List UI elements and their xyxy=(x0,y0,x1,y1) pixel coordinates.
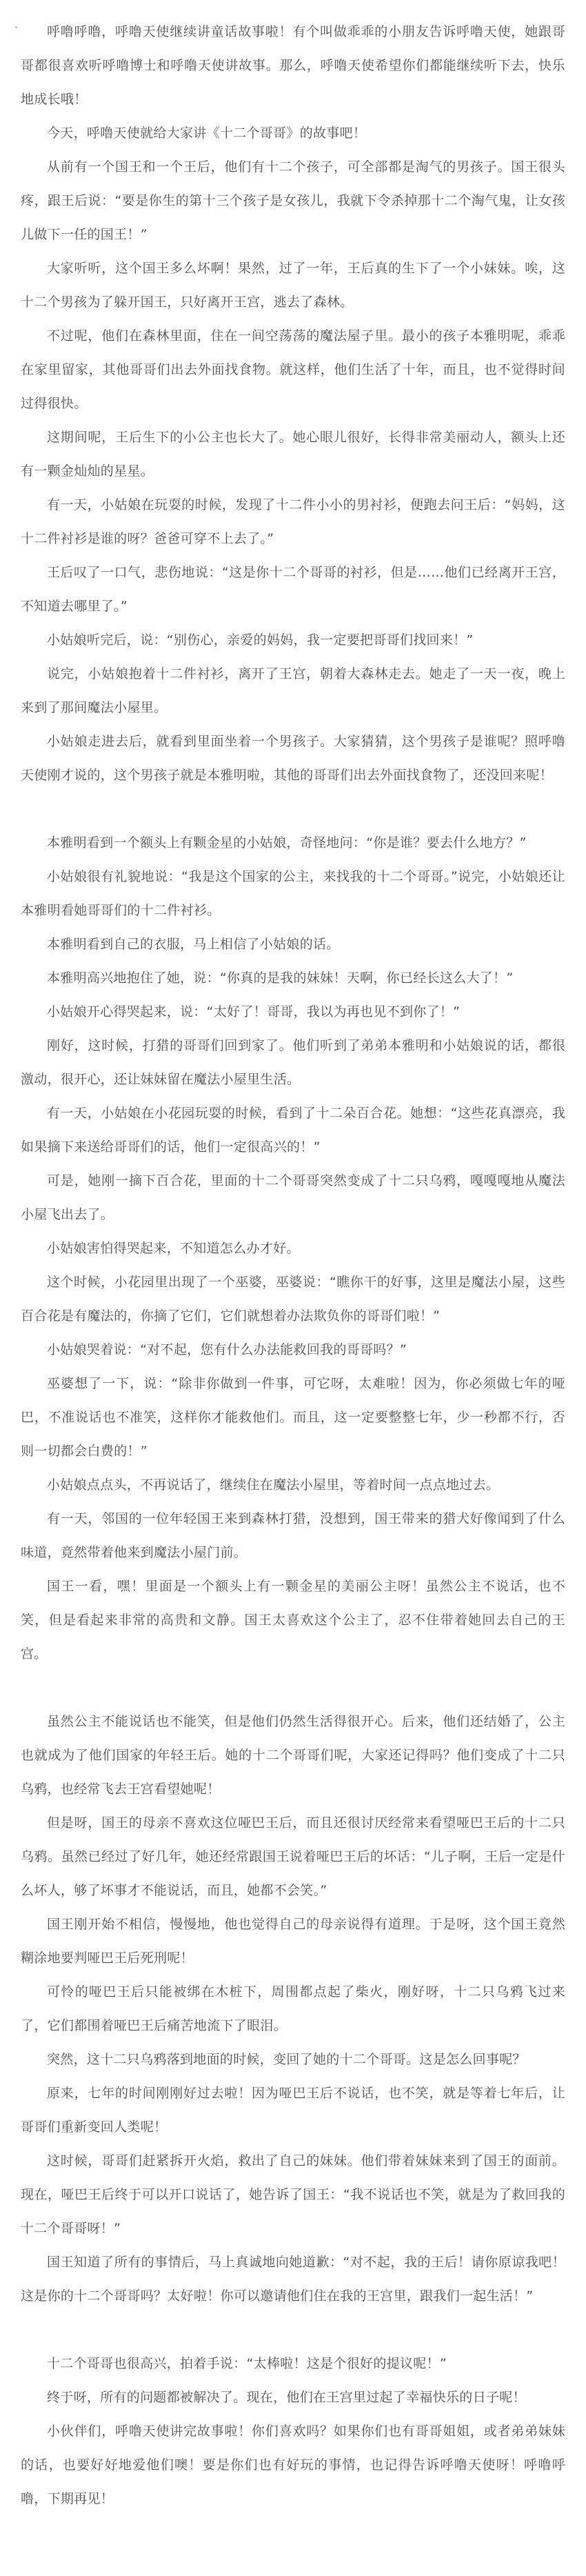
story-paragraph: 刚好，这时候，打猎的哥哥们回到家了。他们听到了弟弟本雅明和小姑娘说的话，都很激动，很开心，还让妹妹留在魔法小屋里生活。 xyxy=(21,1038,565,1087)
story-paragraph: 小姑娘开心得哭起来，说：“太好了！哥哥，我以为再也见不到你了！” xyxy=(47,1004,461,1019)
story-paragraph: 但是呀，国王的母亲不喜欢这位哑巴王后，而且还很讨厌经常来看望哑巴王后的十二只乌鸦。虽然已经过了好几年，她还经常跟国王说着哑巴王后的坏话：“儿子啊，王后一定是什么坏人，够了坏事才不能说话，而且，她都不会笑。” xyxy=(21,1815,565,1898)
story-paragraph: 不过呢，他们在森林里面，住在一间空荡荡的魔法屋子里。最小的孩子本雅明呢，乖乖在家里留家，其他哥哥们出去外面找食物。就这样，他们生活了十年，而且，也不觉得时间过得很快。 xyxy=(21,328,565,411)
story-paragraph: 国王一看，嘿！里面是一个额头上有一颗金星的美丽公主呀！虽然公主不说话，也不笑，但是看起来非常的高贵和文静。国王太喜欢这个公主了，忍不住带着她回去自己的王宫。 xyxy=(21,1579,565,1661)
story-paragraph: 从前有一个国王和一个王后，他们有十二个孩子，可全部都是淘气的男孩子。国王很头疼，跟王后说：“要是你生的第十三个孩子是女孩儿，我就下令杀掉那十二个淘气鬼，让女孩儿做下一任的国王！” xyxy=(21,159,565,242)
story-paragraph: 有一天，邻国的一位年轻国王来到森林打猎，没想到，国王带来的猎犬好像闻到了什么味道，竟然带着他来到魔法小屋门前。 xyxy=(21,1511,565,1560)
story-body xyxy=(21,15,565,2516)
section-gap xyxy=(21,2313,565,2347)
story-paragraph: 有一天，小姑娘在玩耍的时候，发现了十二件小小的男衬衫，便跑去问王后：“妈妈，这十二件衬衫是谁的呀？爸爸可穿不上去了。” xyxy=(21,497,565,546)
story-paragraph: 有一天，小姑娘在小花园玩耍的时候，看到了十二朵百合花。她想：“这些花真漂亮，我如果摘下来送给哥哥们的话，他们一定很高兴的！” xyxy=(21,1106,565,1155)
story-paragraph: 十二个哥哥也很高兴，拍着手说：“太棒啦！这是个很好的提议呢！” xyxy=(47,2356,447,2371)
story-paragraph: 本雅明看到自己的衣服，马上相信了小姑娘的话。 xyxy=(47,937,340,952)
story-paragraph: 这个时候，小花园里出现了一个巫婆，巫婆说：“瞧你干的好事，这里是魔法小屋，这些百合花是有魔法的，你摘了它们，它们就想着办法欺负你的哥哥们啦！” xyxy=(21,1275,565,1324)
story-paragraph: 小姑娘点点头，不再说话了，继续住在魔法小屋里，等着时间一点点地过去。 xyxy=(47,1477,500,1492)
story-paragraph: 小姑娘害怕得哭起来，不知道怎么办才好。 xyxy=(47,1241,300,1256)
story-paragraph: 说完，小姑娘抱着十二件衬衫，离开了王宫，朝着大森林走去。她走了一天一夜，晚上来到了那间魔法小屋里。 xyxy=(21,666,565,715)
story-paragraph: 小姑娘哭着说：“对不起，您有什么办法能救回我的哥哥吗？” xyxy=(47,1342,407,1357)
story-paragraph: 巫婆想了一下，说：“除非你做到一件事，可它呀，太难啦！因为，你必须做七年的哑巴，不准说话也不准笑，这样你才能救他们。而且，这一定要整整七年，少一秒都不行，否则一切都会白费的！” xyxy=(21,1376,565,1459)
story-paragraph: 大家听听，这个国王多么坏啊！果然，过了一年，王后真的生下了一个小妹妹。唉，这十二个男孩为了躲开国王，只好离开王宫，逃去了森林。 xyxy=(21,261,565,310)
section-gap xyxy=(21,792,565,826)
story-paragraph: 可是，她刚一摘下百合花，里面的十二个哥哥突然变成了十二只乌鸦，嘎嘎嘎地从魔法小屋飞出去了。 xyxy=(21,1173,565,1222)
story-paragraph: 国王知道了所有的事情后，马上真诚地向她道歉：“对不起，我的王后！请你原谅我吧！这是你的十二个哥哥吗？太好啦！你可以邀请他们住在我的王宫里，跟我们一起生活！” xyxy=(21,2255,565,2304)
story-paragraph: 呼噜呼噜，呼噜天使继续讲童话故事啦！有个叫做乖乖的小朋友告诉呼噜天使，她跟哥哥都很喜欢听呼噜博士和呼噜天使讲故事。那么，呼噜天使希望你们都能继续听下去，快乐地成长哦！ xyxy=(21,24,565,107)
story-paragraph: 小伙伴们，呼噜天使讲完故事啦！你们喜欢吗？如果你们也有哥哥姐姐，或者弟弟妹妹的话，也要好好地爱他们噢！要是你们也有好玩的事情，也记得告诉呼噜天使呀！呼噜呼噜，下期再见！ xyxy=(21,2424,565,2506)
story-paragraph: 小姑娘走进去后，就看到里面坐着一个男孩子。大家猜猜，这个男孩子是谁呢？照呼噜天使刚才说的，这个男孩子就是本雅明啦，其他的哥哥们出去外面找食物了，还没回来呢！ xyxy=(21,734,565,783)
story-paragraph: 国王刚开始不相信，慢慢地，他也觉得自己的母亲说得有道理。于是呀，这个国王竟然糊涂地要判哑巴王后死刑呢！ xyxy=(21,1917,565,1966)
story-paragraph: 小姑娘很有礼貌地说：“我是这个国家的公主，来找我的十二个哥哥。”说完，小姑娘还让本雅明看她哥哥们的十二件衬衫。 xyxy=(21,869,565,918)
story-paragraph: 小姑娘听完后，说：“别伤心，亲爱的妈妈，我一定要把哥哥们找回来！” xyxy=(47,632,474,648)
story-paragraph: 这时候，哥哥们赶紧拆开火焰，救出了自己的妹妹。他们带着妹妹来到了国王的面前。现在，哑巴王后终于可以开口说话了，她告诉了国王：“我不说话也不笑，就是为了救回我的十二个哥哥呀！” xyxy=(21,2153,565,2236)
story-paragraph: 虽然公主不能说话也不能笑，但是他们仍然生活得很开心。后来，他们还结婚了，公主也就成为了他们国家的年轻王后。她的十二个哥哥们呢，大家还记得吗？他们变成了十二只乌鸦，也经常飞去王宫看望她呢！ xyxy=(21,1714,565,1797)
story-paragraph: 本雅明高兴地抱住了她，说：“你真的是我的妹妹！天啊，你已经长这么大了！” xyxy=(47,970,514,986)
corner-mark xyxy=(15,26,17,28)
story-paragraph: 可怜的哑巴王后只能被绑在木桩下，周围都点起了柴火，刚好呀，十二只乌鸦飞过来了，它们都围着哑巴王后痛苦地流下了眼泪。 xyxy=(21,1984,565,2033)
story-paragraph: 本雅明看到一个额头上有颗金星的小姑娘，奇怪地问：“你是谁？要去什么地方？” xyxy=(47,835,527,850)
story-paragraph: 这期间呢，王后生下的小公主也长大了。她心眼儿很好，长得非常美丽动人，额头上还有一颗金灿灿的星星。 xyxy=(21,430,565,479)
story-paragraph: 突然，这十二只乌鸦落到地面的时候，变回了她的十二个哥哥。这是怎么回事呢？ xyxy=(47,2052,526,2067)
section-gap xyxy=(21,1671,565,1705)
story-paragraph: 终于呀，所有的问题都被解决了。现在，他们在王宫里过起了幸福快乐的日子呢！ xyxy=(47,2390,526,2405)
story-paragraph: 原来，七年的时间刚刚好过去啦！因为哑巴王后不说话，也不笑，就是等着七年后，让哥哥们重新变回人类呢！ xyxy=(21,2086,565,2135)
story-paragraph: 今天，呼噜天使就给大家讲《十二个哥哥》的故事吧！ xyxy=(47,126,367,141)
story-paragraph: 王后叹了一口气，悲伤地说：“这是你十二个哥哥的衬衫，但是……他们已经离开王宫，不知道去哪里了。” xyxy=(21,565,565,614)
